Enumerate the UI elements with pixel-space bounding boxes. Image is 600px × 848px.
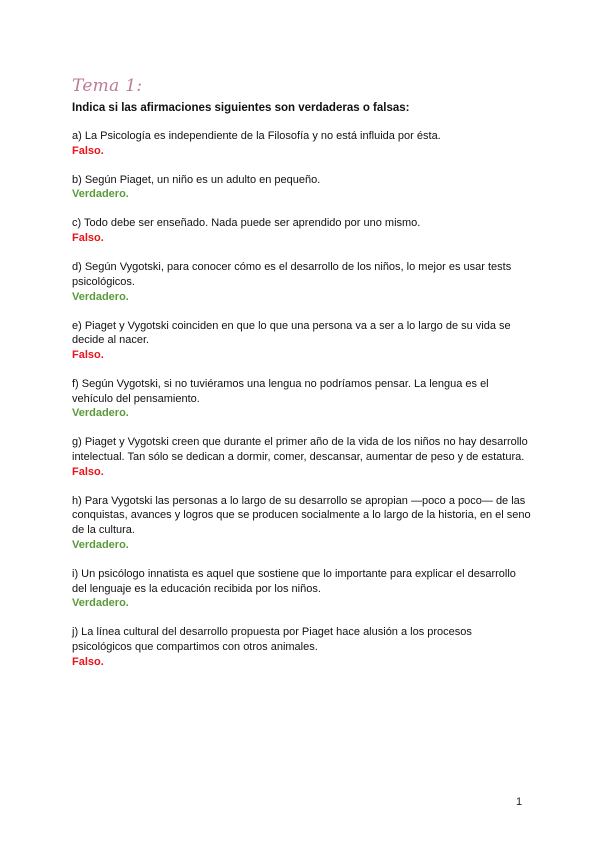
answer-false: Falso. xyxy=(72,348,104,361)
answer-false: Falso. xyxy=(72,655,104,668)
question-statement: e) Piaget y Vygotski coinciden en que lo que una persona va a ser a lo largo de su vida se decide al nacer. xyxy=(72,319,511,347)
question-item-f xyxy=(72,377,532,420)
question-item-i xyxy=(72,567,532,610)
answer-true: Verdadero. xyxy=(72,290,129,303)
page-title: Tema 1: xyxy=(72,76,143,96)
question-statement: a) La Psicología es independiente de la Filosofía y no está influida por ésta. xyxy=(72,130,441,142)
question-item-d xyxy=(72,260,532,303)
answer-true: Verdadero. xyxy=(72,597,129,610)
question-statement: c) Todo debe ser enseñado. Nada puede ser aprendido por uno mismo. xyxy=(72,217,421,230)
question-statement: d) Según Vygotski, para conocer cómo es el desarrollo de los niños, lo mejor es usar tests psicológicos. xyxy=(72,261,512,288)
page-number: 1 xyxy=(516,796,523,808)
document-content xyxy=(72,76,532,684)
question-statement: h) Para Vygotski las personas a lo largo de su desarrollo se apropian —poco a poco— de las conquistas, avances y logros que se producen socialmente a lo largo de la historia, en el seno de la cultura. xyxy=(72,494,531,537)
question-statement: j) La línea cultural del desarrollo propuesta por Piaget hace alusión a los procesos psicológicos que compartimos con otros animales. xyxy=(72,626,472,653)
question-item-c xyxy=(72,216,532,245)
answer-true: Verdadero. xyxy=(72,538,129,551)
question-statement: f) Según Vygotski, si no tuviéramos una lengua no podríamos pensar. La lengua es el vehículo del pensamiento. xyxy=(72,377,489,405)
question-item-a xyxy=(72,129,532,158)
instructions-heading: Indica si las afirmaciones siguientes son verdaderas o falsas: xyxy=(72,102,410,114)
answer-true: Verdadero. xyxy=(72,407,129,420)
answer-false: Falso. xyxy=(72,232,104,245)
question-statement: g) Piaget y Vygotski creen que durante el primer año de la vida de los niños no hay desarrollo intelectual. Tan sólo se dedican a dormir, comer, descansar, aumentar de peso y de estatura. xyxy=(72,436,528,464)
question-item-h xyxy=(72,494,532,552)
question-item-j xyxy=(72,625,532,668)
answer-true: Verdadero. xyxy=(72,188,129,201)
question-statement: b) Según Piaget, un niño es un adulto en pequeño. xyxy=(72,173,321,186)
question-item-g xyxy=(72,435,532,478)
question-item-e xyxy=(72,319,532,362)
answer-false: Falso. xyxy=(72,465,104,478)
question-item-b xyxy=(72,173,532,202)
question-statement: i) Un psicólogo innatista es aquel que sostiene que lo importante para explicar el desarrollo del lenguaje es la educación recibida por los niños. xyxy=(72,567,516,595)
answer-false: Falso. xyxy=(72,144,104,157)
